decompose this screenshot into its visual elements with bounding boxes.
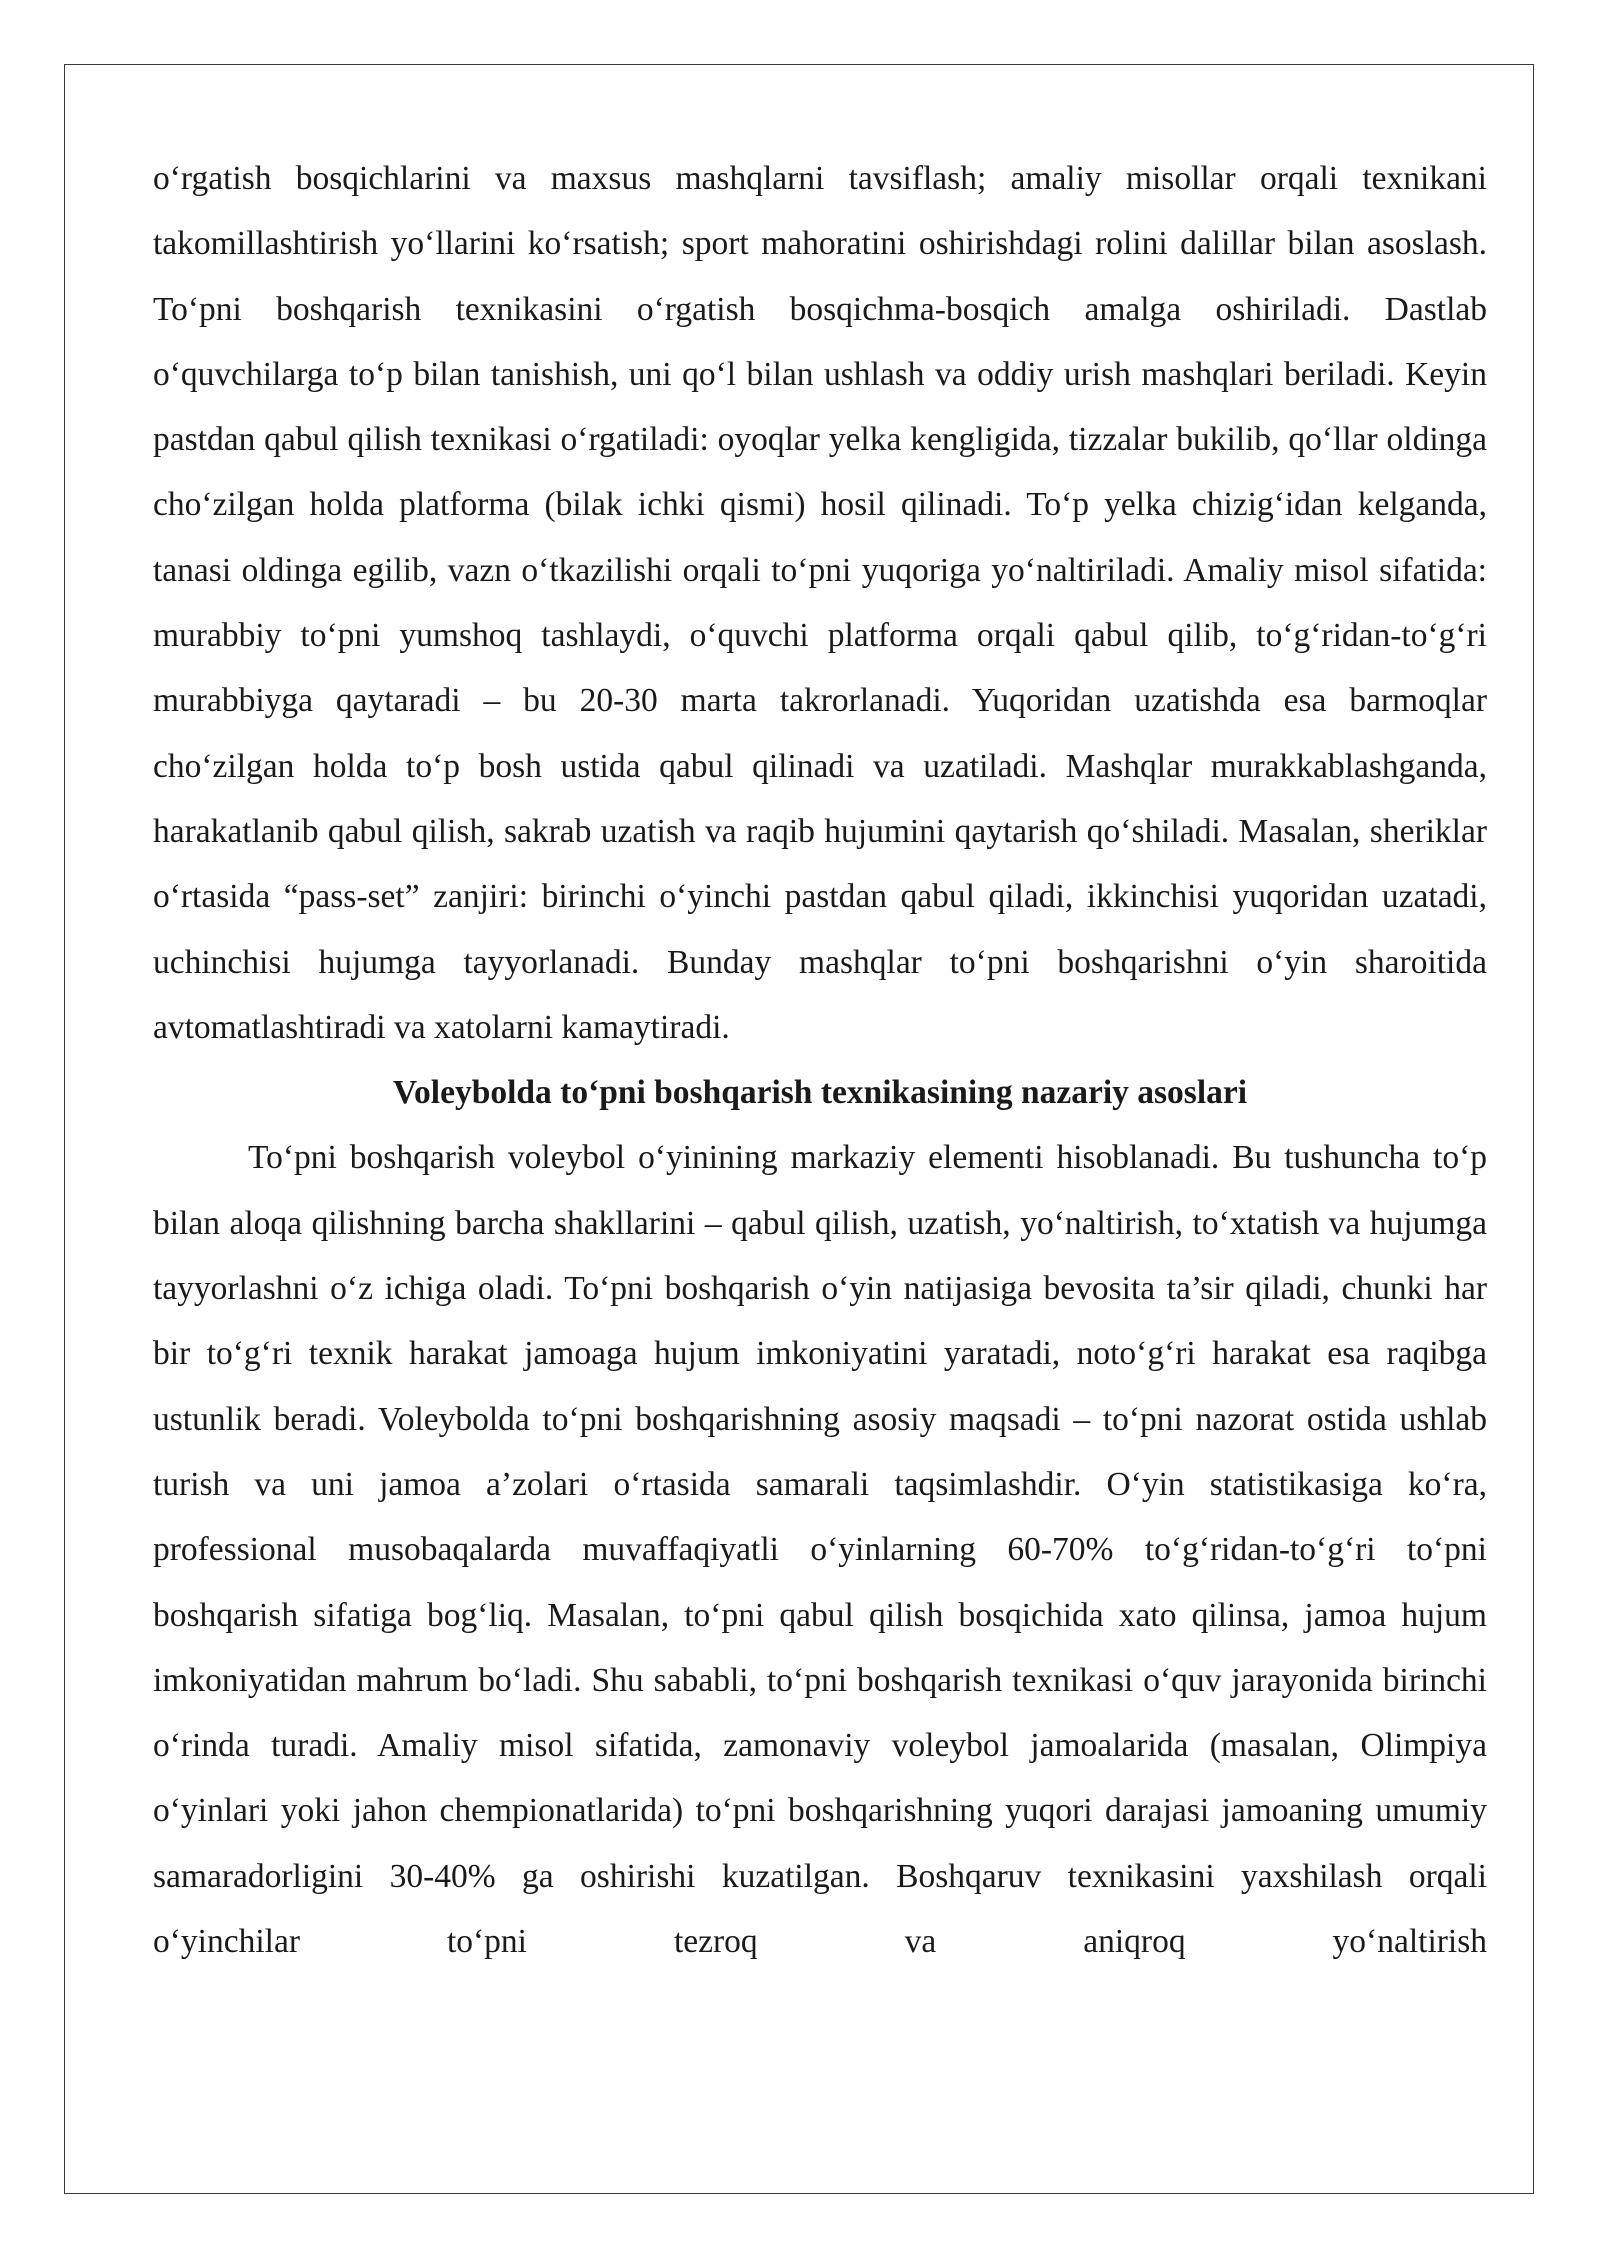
section-heading: Voleybolda to‘pni boshqarish texnikasining nazariy asoslari [392, 1074, 1248, 1112]
document-body [153, 146, 1487, 1974]
body-paragraph-2: To‘pni boshqarish voleybol o‘yinining markaziy elementi hisoblanadi. Bu tushuncha to‘p bilan aloqa qilishning barcha shakllarini – qabul qilish, uzatish, yo‘naltirish, to‘xtatish va hujumga tayyorlashni o‘z ichiga oladi. To‘pni boshqarish o‘yin natijasiga bevosita ta’sir qiladi, chunki har bir to‘g‘ri texnik harakat jamoaga hujum imkoniyatini yaratadi, noto‘g‘ri harakat esa raqibga ustunlik beradi. Voleybolda to‘pni boshqarishning asosiy maqsadi – to‘pni nazorat ostida ushlab turish va uni jamoa a’zolari o‘rtasida samarali taqsimlashdir. O‘yin statistikasiga ko‘ra, professional musobaqalarda muvaffaqiyatli o‘yinlarning 60-70% to‘g‘ridan-to‘g‘ri to‘pni boshqarish sifatiga bog‘liq. Masalan, to‘pni qabul qilish bosqichida xato qilinsa, jamoa hujum imkoniyatidan mahrum bo‘ladi. Shu sababli, to‘pni boshqarish texnikasi o‘quv jarayonida birinchi o‘rinda turadi. Amaliy misol sifatida, zamonaviy voleybol jamoalarida (masalan, Olimpiya o‘yinlari yoki jahon chempionatlarida) to‘pni boshqarishning yuqori darajasi jamoaning umumiy samaradorligini 30-40% ga oshirishi kuzatilgan. Boshqaruv texnikasini yaxshilash orqali o‘yinchilar to‘pni tezroq va aniqroq yo‘naltirish [153, 1139, 1487, 1961]
body-paragraph-1: o‘rgatish bosqichlarini va maxsus mashqlarni tavsiflash; amaliy misollar orqali texnikani takomillashtirish yo‘llarini ko‘rsatish; sport mahoratini oshirishdagi rolini dalillar bilan asoslash. To‘pni boshqarish texnikasini o‘rgatish bosqichma-bosqich amalga oshiriladi. Dastlab o‘quvchilarga to‘p bilan tanishish, uni qo‘l bilan ushlash va oddiy urish mashqlari beriladi. Keyin pastdan qabul qilish texnikasi o‘rgatiladi: oyoqlar yelka kengligida, tizzalar bukilib, qo‘llar oldinga cho‘zilgan holda platforma (bilak ichki qismi) hosil qilinadi. To‘p yelka chizig‘idan kelganda, tanasi oldinga egilib, vazn o‘tkazilishi orqali to‘pni yuqoriga yo‘naltiriladi. Amaliy misol sifatida: murabbiy to‘pni yumshoq tashlaydi, o‘quvchi platforma orqali qabul qilib, to‘g‘ridan-to‘g‘ri murabbiyga qaytaradi – bu 20-30 marta takrorlanadi. Yuqoridan uzatishda esa barmoqlar cho‘zilgan holda to‘p bosh ustida qabul qilinadi va uzatiladi. Mashqlar murakkablashganda, harakatlanib qabul qilish, sakrab uzatish va raqib hujumini qaytarish qo‘shiladi. Masalan, sheriklar o‘rtasida “pass-set” zanjiri: birinchi o‘yinchi pastdan qabul qiladi, ikkinchisi yuqoridan uzatadi, uchinchisi hujumga tayyorlanadi. Bunday mashqlar to‘pni boshqarishni o‘yin sharoitida avtomatlashtiradi va xatolarni kamaytiradi. [153, 160, 1487, 1046]
